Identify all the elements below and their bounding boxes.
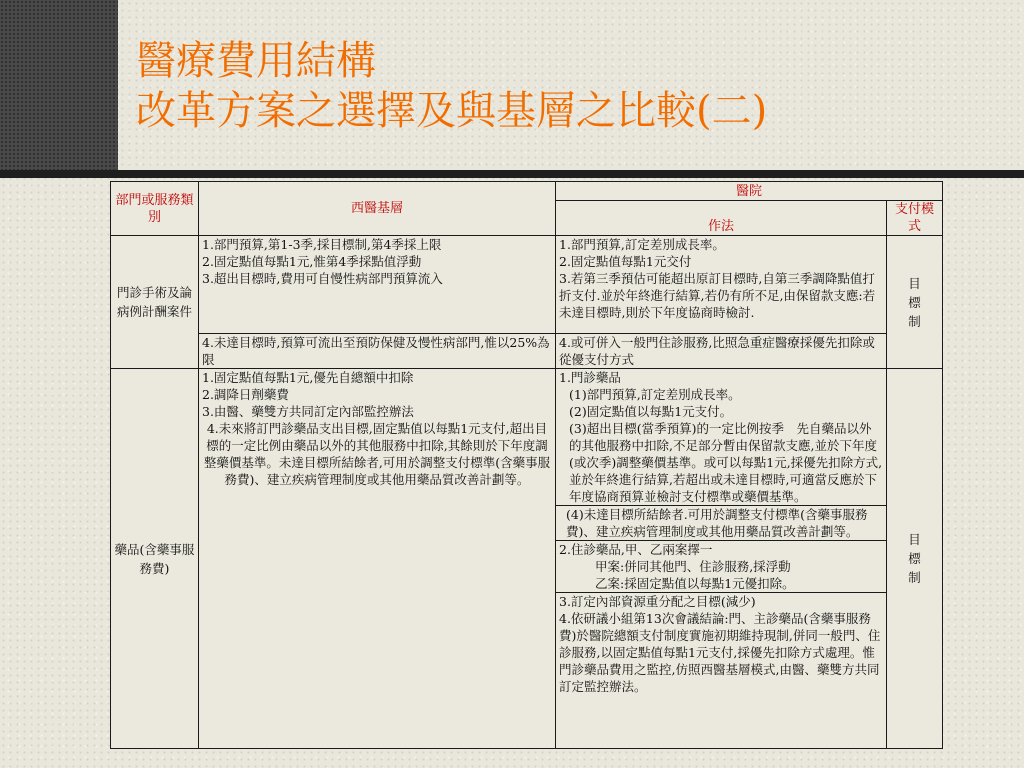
row2-category: 藥品(含藥事服務費) <box>111 369 199 749</box>
row2-hospital-item: 2.住診藥品,甲、乙兩案擇一 <box>559 542 713 557</box>
row1-hospital-item: 1.部門預算,訂定差別成長率。 <box>559 237 725 252</box>
row2-basic-item: 1.固定點值每點1元,優先自總額中扣除 <box>202 370 414 385</box>
header-category: 部門或服務類別 <box>111 182 199 236</box>
row1-basic-item: 4.未達目標時,預算可流出至預防保健及慢性病部門,惟以25%為限 <box>199 333 555 368</box>
comparison-table-wrap <box>110 181 942 749</box>
row1-hospital-item: 4.或可併入一般門住診服務,比照急重症醫療採優先扣除或從優支付方式 <box>556 333 886 368</box>
row1-basic-item: 3.超出目標時,費用可自慢性病部門預算流入 <box>202 271 443 286</box>
slide-title <box>136 36 767 136</box>
header-payment-mode: 支付模式 <box>887 201 943 236</box>
row2-hospital-item: (1)部門預算,訂定差別成長率。 <box>569 387 741 402</box>
header-hospital: 醫院 <box>556 182 943 201</box>
row2-basic-item: 2.調降日劑藥費 <box>202 387 289 402</box>
row1-category: 門診手術及論病例計酬案件 <box>111 236 199 369</box>
row2-hospital-item: 1.門診藥品 <box>559 370 621 385</box>
row2-basic-item: 3.由醫、藥雙方共同訂定內部監控辦法 <box>202 404 414 419</box>
row2-hospital-item: (4)未達目標所結餘者.可用於調整支付標準(含藥事服務費)、建立疾病管理制度或其他用藥品質改善計劃等。 <box>556 505 886 540</box>
decor-left-bar <box>0 0 118 178</box>
row2-hospital-item: 甲案:併同其他門、住診服務,採浮動 <box>595 559 791 574</box>
row2-basic-item: 4.未來將訂門診藥品支出目標,固定點值以每點1元支付,超出目標的一定比例由藥品以外的其他服務中扣除,其餘則於下年度調整藥價基準。未達目標所結餘者,可用於調整支付標準(含藥事服務費)、建立疾病管理制度或其他用藥品質改善計劃等。 <box>203 421 551 487</box>
row1-basic-cell <box>199 236 556 369</box>
row1-basic-item: 2.固定點值每點1元,惟第4季採點值浮動 <box>202 254 422 269</box>
slide-title-line1: 醫療費用結構 <box>136 38 376 84</box>
header-basic-care: 西醫基層 <box>199 182 556 236</box>
slide-title-line2: 改革方案之選擇及與基層之比較(二) <box>136 88 768 134</box>
comparison-table <box>110 181 943 749</box>
row2-hospital-cell <box>556 369 887 749</box>
row1-hospital-item: 3.若第三季預估可能超出原訂目標時,自第三季調降點值打折支付.並於年終進行結算,若仍有所不足,由保留款支應:若未達目標時,則於下年度協商時檢討. <box>559 271 876 320</box>
row2-hospital-item: (2)固定點值以每點1元支付。 <box>569 404 733 419</box>
decor-horizontal-rule <box>0 170 1024 178</box>
row2-hospital-item: (3)超出目標(當季預算)的一定比例按季 先自藥品以外的其他服務中扣除,不足部分暫由保留款支應,並於下年度(或次季)調整藥價基準。或可以每點1元,採優先扣除方式,並於年終進行結算,若超出或未達目標時,可適當反應於下年度協商預算並檢討支付標準或藥價基準。 <box>569 421 883 504</box>
header-practice: 作法 <box>556 201 887 236</box>
row2-basic-cell <box>199 369 556 749</box>
row2-hospital-item: 4.依研議小組第13次會議結論:門、主診藥品(含藥事服務費)於醫院總額支付制度實施初期維持現制,併同一般門、住診服務,以固定點值每點1元支付,採優先扣除方式處理。惟門診藥品費用之監控,仿照西醫基層模式,由醫、藥雙方共同訂定監控辦法。 <box>559 611 881 694</box>
row1-basic-item: 1.部門預算,第1-3季,採目標制,第4季採上限 <box>202 237 442 252</box>
row2-payment-mode: 目標制 <box>887 369 943 749</box>
row2-hospital-item: 乙案:採固定點值以每點1元優扣除。 <box>595 576 795 591</box>
row2-hospital-item: 3.訂定內部資源重分配之目標(減少) <box>559 594 756 609</box>
row1-hospital-item: 2.固定點值每點1元交付 <box>559 254 692 269</box>
row1-payment-mode: 目標制 <box>887 236 943 369</box>
row1-hospital-cell <box>556 236 887 369</box>
